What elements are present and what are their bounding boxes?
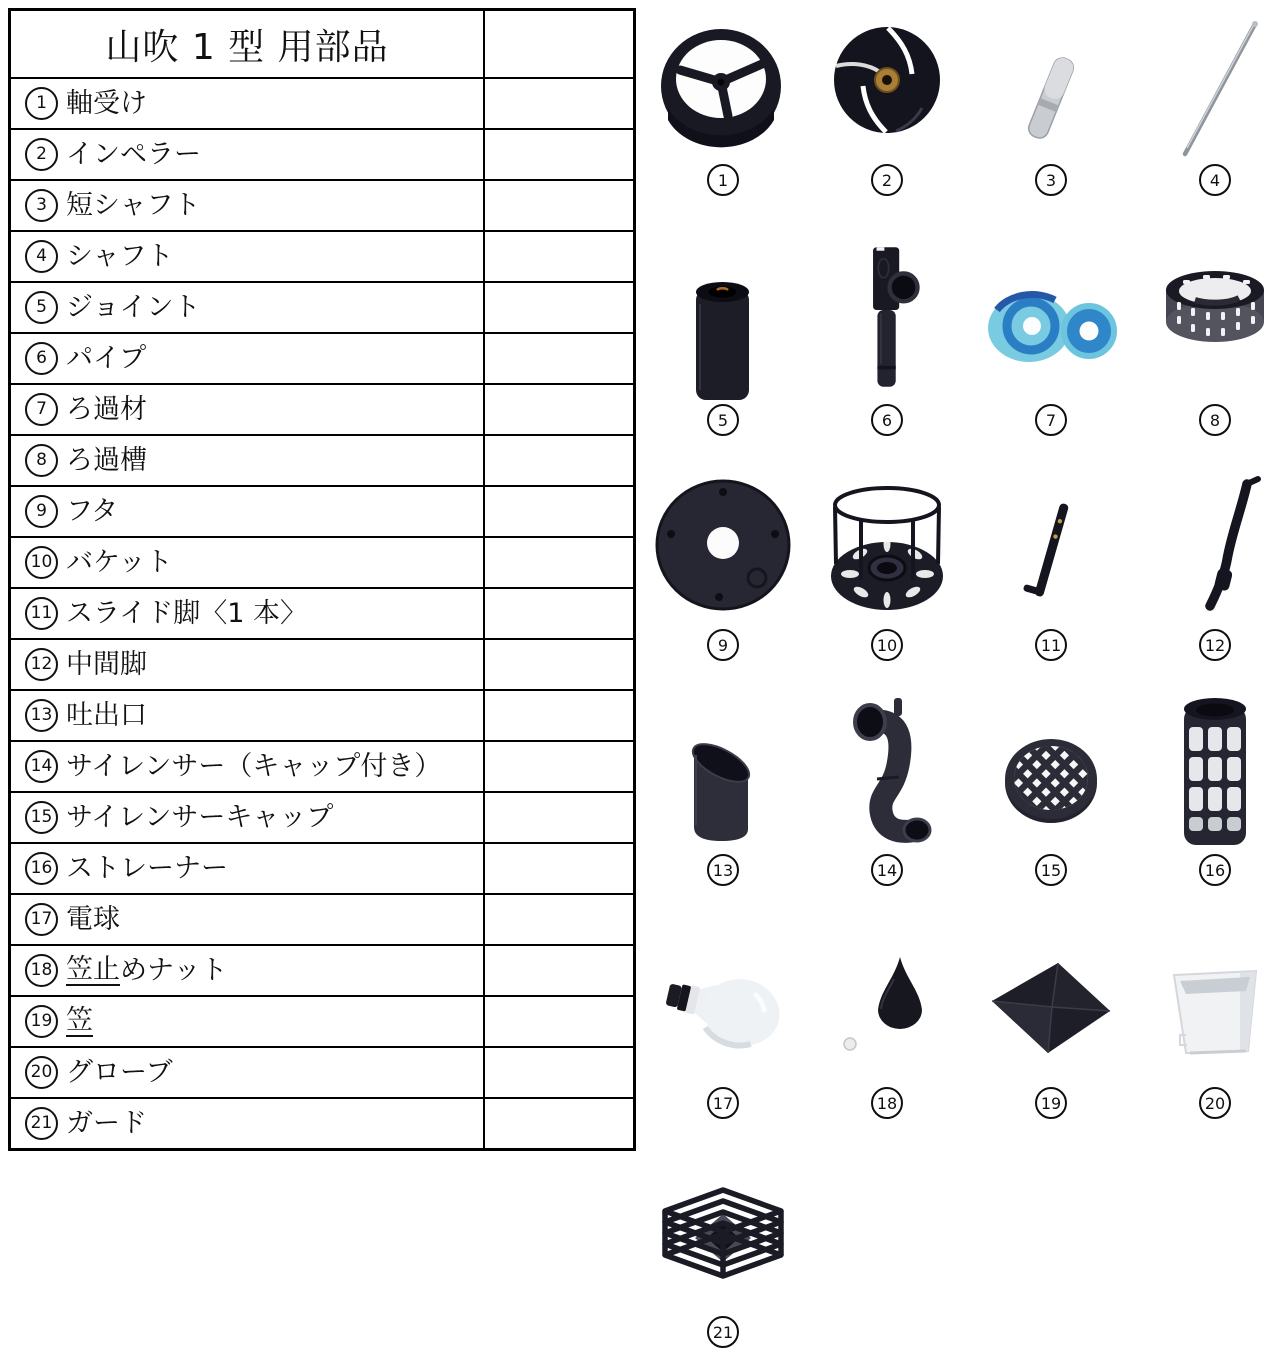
bucket-photo: [825, 478, 950, 618]
row-number-16: 16: [25, 852, 58, 885]
table-header-row: [10, 10, 635, 79]
row-label-12: 中間脚: [66, 649, 147, 680]
row-label-9: フタ: [66, 496, 119, 527]
row-label-10: バケット: [66, 547, 173, 578]
part-item-2: [805, 10, 969, 196]
row-number-12: 12: [25, 648, 58, 681]
part-item-3: [969, 10, 1133, 196]
row-number-17: 17: [25, 903, 58, 936]
part-number-badge: 6: [871, 404, 903, 436]
table-header-qty-cell: [484, 10, 635, 79]
qty-cell-13: [484, 690, 635, 741]
part-number-badge: 17: [707, 1087, 739, 1119]
part-item-6: [805, 240, 969, 436]
qty-cell-21: [484, 1098, 635, 1150]
table-row: [10, 231, 635, 282]
short-shaft-photo: [1016, 50, 1086, 150]
qty-cell-15: [484, 792, 635, 843]
shaft-photo: [1159, 18, 1271, 163]
part-number-badge: 7: [1035, 404, 1067, 436]
lid-photo: [653, 476, 793, 616]
part-item-10: [805, 470, 969, 661]
row-label-17: 電球: [66, 904, 120, 935]
part-item-9: [641, 470, 805, 661]
part-number-badge: 20: [1199, 1087, 1231, 1119]
filter-media-photo: [985, 284, 1117, 368]
row-number-14: 14: [25, 750, 58, 783]
part-item-15: [969, 695, 1133, 886]
part-item-17: [641, 935, 805, 1119]
part-number-badge: 9: [707, 629, 739, 661]
filter-tank-photo: [1159, 260, 1271, 352]
part-number-badge: 5: [707, 404, 739, 436]
row-label-19-underlined: 笠: [66, 1004, 93, 1036]
part-number-badge: 13: [707, 854, 739, 886]
table-row: [10, 945, 635, 996]
gallery-row-2: [641, 240, 1280, 430]
part-item-4: [1133, 10, 1280, 196]
part-number-badge: 16: [1199, 854, 1231, 886]
qty-cell-7: [484, 384, 635, 435]
table-row: [10, 78, 635, 129]
table-row: [10, 282, 635, 333]
row-label-15: サイレンサーキャップ: [66, 802, 334, 833]
shade-nut-photo: [822, 953, 952, 1057]
table-row: [10, 1098, 635, 1150]
part-item-7: [969, 240, 1133, 436]
part-item-13: [641, 695, 805, 886]
table-row: [10, 537, 635, 588]
row-number-18: 18: [25, 954, 58, 987]
row-label-5: ジョイント: [66, 292, 201, 323]
qty-cell-17: [484, 894, 635, 945]
row-number-19: 19: [25, 1005, 58, 1038]
table-row: [10, 843, 635, 894]
table-row: [10, 792, 635, 843]
row-number-13: 13: [25, 699, 58, 732]
part-item-1: [641, 10, 805, 196]
globe-photo: [1160, 947, 1270, 1069]
qty-cell-19: [484, 996, 635, 1047]
part-item-21: [641, 1180, 805, 1348]
guard-photo: [653, 1184, 793, 1312]
qty-cell-1: [484, 78, 635, 129]
qty-cell-8: [484, 435, 635, 486]
part-number-badge: 15: [1035, 854, 1067, 886]
table-row: [10, 435, 635, 486]
part-number-badge: 11: [1035, 629, 1067, 661]
qty-cell-4: [484, 231, 635, 282]
row-label-14: サイレンサー（キャップ付き）: [66, 751, 442, 782]
row-label-21: ガード: [66, 1108, 147, 1139]
impeller-photo: [822, 22, 952, 142]
row-label-18-underlined: 笠止: [66, 953, 120, 985]
part-number-badge: 2: [871, 164, 903, 196]
gallery-row-3: [641, 470, 1280, 661]
table-row: [10, 486, 635, 537]
qty-cell-11: [484, 588, 635, 639]
qty-cell-6: [484, 333, 635, 384]
row-number-11: 11: [25, 597, 58, 630]
table-row: [10, 996, 635, 1047]
slide-leg-photo: [1015, 498, 1087, 610]
parts-table: [8, 8, 636, 1151]
part-item-5: [641, 240, 805, 436]
part-number-badge: 14: [871, 854, 903, 886]
table-row: [10, 639, 635, 690]
part-item-11: [969, 470, 1133, 661]
row-label-4: シャフト: [66, 241, 174, 272]
table-row: [10, 129, 635, 180]
qty-cell-9: [484, 486, 635, 537]
row-label-18: めナット: [120, 955, 228, 986]
part-item-18: [805, 935, 969, 1119]
table-row: [10, 1047, 635, 1098]
gallery-row-5: [641, 935, 1280, 1119]
part-number-badge: 21: [707, 1316, 739, 1348]
row-number-5: 5: [25, 291, 58, 324]
outlet-photo: [678, 699, 768, 847]
joint-photo: [688, 278, 758, 404]
pipe-photo: [851, 242, 923, 392]
row-number-3: 3: [25, 189, 58, 222]
row-label-20: グローブ: [66, 1057, 173, 1088]
row-number-9: 9: [25, 495, 58, 528]
gallery-row-4: [641, 695, 1280, 886]
table-row: [10, 588, 635, 639]
row-label-16: ストレーナー: [66, 853, 228, 884]
row-label-8: ろ過槽: [66, 445, 147, 476]
table-row: [10, 384, 635, 435]
part-item-20: [1133, 935, 1280, 1119]
row-number-7: 7: [25, 393, 58, 426]
middle-leg-photo: [1167, 474, 1263, 616]
part-number-badge: 8: [1199, 404, 1231, 436]
part-item-8: [1133, 240, 1280, 436]
row-label-6: パイプ: [66, 343, 147, 374]
part-item-16: [1133, 695, 1280, 886]
strainer-photo: [1170, 695, 1260, 853]
silencer-cap-photo: [1001, 735, 1101, 830]
light-bulb-photo: [658, 959, 788, 1059]
row-label-11: スライド脚〈1 本〉: [66, 598, 307, 629]
part-number-badge: 1: [707, 164, 739, 196]
part-number-badge: 3: [1035, 164, 1067, 196]
qty-cell-3: [484, 180, 635, 231]
table-row: [10, 333, 635, 384]
qty-cell-12: [484, 639, 635, 690]
qty-cell-18: [484, 945, 635, 996]
row-number-2: 2: [25, 138, 58, 171]
table-title-cell: [10, 10, 485, 79]
row-number-15: 15: [25, 801, 58, 834]
part-item-14: [805, 695, 969, 886]
row-label-2: インペラー: [66, 139, 201, 170]
qty-cell-10: [484, 537, 635, 588]
silencer-photo: [837, 695, 937, 853]
table-row: [10, 741, 635, 792]
qty-cell-2: [484, 129, 635, 180]
gallery-row-1: [641, 10, 1280, 196]
qty-cell-20: [484, 1047, 635, 1098]
bearing-photo: [658, 20, 788, 158]
part-item-19: [969, 935, 1133, 1119]
part-item-12: [1133, 470, 1280, 661]
part-number-badge: 18: [871, 1087, 903, 1119]
page-title: 山吹 1 型 用部品: [105, 26, 389, 68]
shade-photo: [986, 957, 1116, 1057]
row-number-10: 10: [25, 546, 58, 579]
table-row: [10, 894, 635, 945]
qty-cell-14: [484, 741, 635, 792]
qty-cell-5: [484, 282, 635, 333]
part-number-badge: 12: [1199, 629, 1231, 661]
row-number-8: 8: [25, 444, 58, 477]
row-label-13: 吐出口: [66, 700, 147, 731]
row-number-1: 1: [25, 87, 58, 120]
part-number-badge: 19: [1035, 1087, 1067, 1119]
row-label-7: ろ過材: [66, 394, 147, 425]
part-number-badge: 10: [871, 629, 903, 661]
gallery-row-6: [641, 1180, 1280, 1348]
row-label-1: 軸受け: [66, 88, 147, 119]
table-row: [10, 180, 635, 231]
row-number-21: 21: [25, 1107, 58, 1140]
qty-cell-16: [484, 843, 635, 894]
part-number-badge: 4: [1199, 164, 1231, 196]
row-label-3: 短シャフト: [66, 190, 201, 221]
row-number-20: 20: [25, 1056, 58, 1089]
table-row: [10, 690, 635, 741]
row-number-4: 4: [25, 240, 58, 273]
row-number-6: 6: [25, 342, 58, 375]
